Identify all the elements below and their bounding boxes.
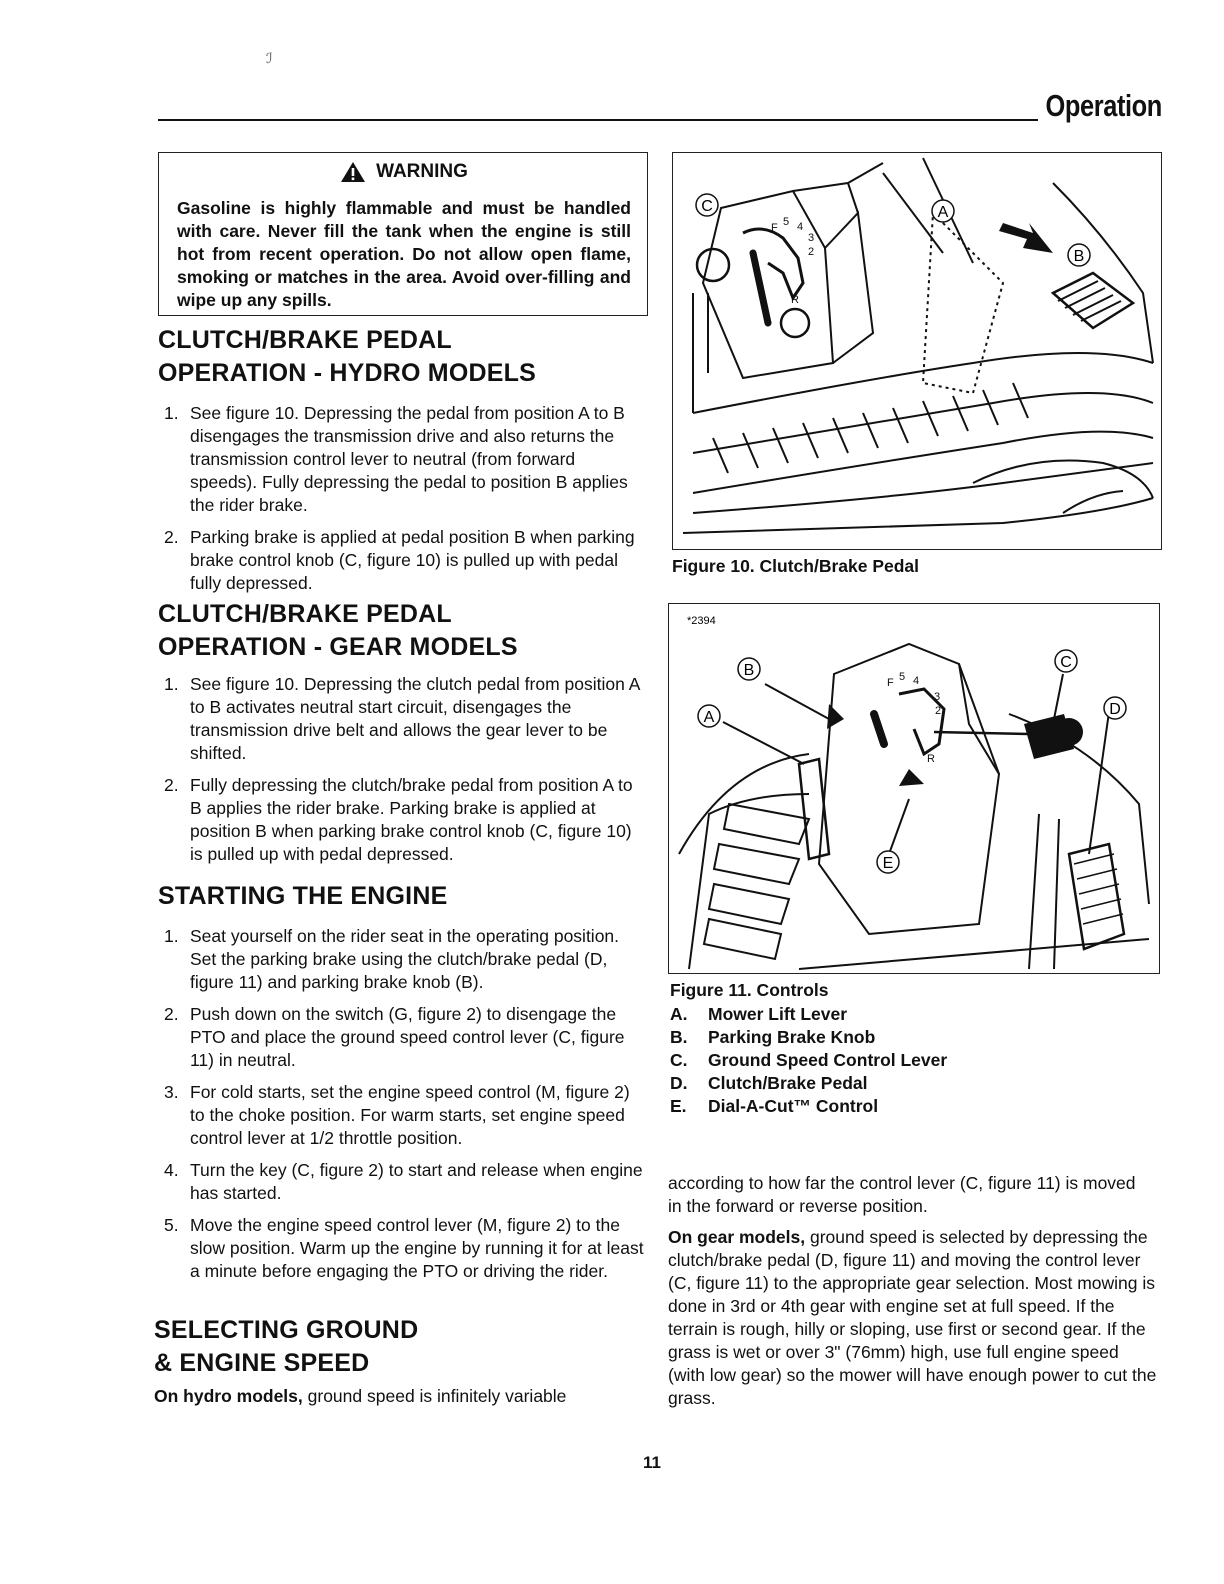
gear-steps-list — [160, 673, 646, 875]
list-item — [160, 1214, 646, 1283]
gear-mark: 4 — [913, 675, 920, 687]
list-item — [160, 402, 646, 517]
item-number: 1. — [164, 403, 179, 423]
legend-text: Mower Lift Lever — [708, 1004, 848, 1024]
item-text: See figure 10. Depressing the pedal from position A to B disengages the transmission drive and also returns the transmission control lever to neutral (from forward speeds). Fully depressing the pedal to position B applies the rider brake. — [190, 403, 628, 515]
legend-item — [670, 1049, 947, 1072]
gear-speed-paragraph — [668, 1226, 1158, 1410]
hydro-steps-list — [160, 402, 646, 604]
legend-text: Ground Speed Control Lever — [708, 1050, 948, 1070]
section-title-line: OPERATION - HYDRO MODELS — [158, 359, 536, 387]
item-number: 2. — [164, 527, 179, 547]
gear-mark: 3 — [934, 691, 941, 703]
label-a-marker — [698, 705, 720, 727]
label-a-marker — [932, 200, 954, 222]
page-number: 11 — [643, 1453, 661, 1472]
gear-mark: 3 — [808, 232, 815, 244]
label-c-marker — [696, 194, 718, 216]
label-a: A — [703, 709, 715, 726]
hydro-speed-paragraph — [154, 1385, 634, 1408]
item-number: 4. — [164, 1160, 179, 1180]
list-item — [160, 526, 646, 595]
gear-mark: 5 — [899, 671, 906, 683]
legend-key: A. — [670, 1004, 688, 1024]
item-number: 2. — [164, 775, 179, 795]
scan-mark: ℐ — [266, 50, 273, 66]
continuation-paragraph: according to how far the control lever (C, figure 11) is moved in the forward or reverse position. — [668, 1173, 1136, 1216]
list-item — [160, 774, 646, 866]
paragraph-text: ground speed is selected by depressing the clutch/brake pedal (D, figure 11) and moving the control lever (C, figure 11) to the appropriate gear selection. Most mowing is done in 3rd or 4th gear with engine set at full speed. If the terrain is rough, hilly or sloping, use first or second gear. If the grass is wet or over 3" (76mm) high, use full engine speed (with low gear) so the mower will have enough power to cut the grass. — [668, 1227, 1157, 1408]
figure-11-box — [668, 603, 1160, 974]
list-item — [160, 673, 646, 765]
paragraph-lead: On gear models, — [668, 1227, 806, 1247]
label-d: D — [1109, 701, 1121, 718]
label-c-marker — [1055, 650, 1077, 672]
item-text: Turn the key (C, figure 2) to start and release when engine has started. — [190, 1160, 643, 1203]
section-title-gear — [158, 598, 518, 664]
label-e-marker — [877, 851, 899, 873]
label-b: B — [743, 662, 755, 679]
gear-mark: R — [927, 753, 935, 765]
item-number: 2. — [164, 1004, 179, 1024]
figure-10-caption: Figure 10. Clutch/Brake Pedal — [672, 556, 920, 576]
label-a: A — [937, 204, 949, 221]
warning-label: WARNING — [376, 161, 468, 182]
label-b-marker — [1068, 244, 1090, 266]
warning-text: Gasoline is highly flammable and must be handled with care. Never fill the tank when the engine is still hot from recent operation. Do not allow open flame, smoking or matches in the area. Avoid over-filling and wipe up any spills. — [177, 198, 631, 310]
section-title-line: SELECTING GROUND — [154, 1316, 419, 1344]
legend-item — [670, 1026, 947, 1049]
gear-mark: 2 — [935, 705, 942, 717]
item-number: 1. — [164, 674, 179, 694]
paragraph-text: ground speed is infinitely variable — [302, 1386, 567, 1406]
section-title-line: & ENGINE SPEED — [154, 1349, 370, 1377]
gear-mark: F — [887, 677, 894, 689]
item-text: Move the engine speed control lever (M, figure 2) to the slow position. Warm up the engine by running it for at least a minute before engaging the PTO or driving the rider. — [190, 1215, 644, 1281]
figure-code: *2394 — [687, 615, 716, 627]
warning-heading — [177, 161, 631, 183]
warning-triangle-icon — [340, 161, 366, 183]
figure-10-box — [672, 152, 1162, 550]
gear-mark: R — [791, 294, 799, 306]
page-section-title: Operation — [1045, 88, 1162, 123]
motion-arrow — [999, 223, 1053, 253]
gear-mark: F — [771, 222, 778, 234]
starting-steps-list — [160, 925, 646, 1292]
section-title-line: CLUTCH/BRAKE PEDAL — [158, 326, 452, 354]
legend-item — [670, 1095, 947, 1118]
legend-key: D. — [670, 1073, 688, 1093]
legend-item — [670, 1003, 947, 1026]
legend-text: Dial-A-Cut™ Control — [708, 1096, 879, 1116]
section-title-starting — [158, 880, 447, 913]
label-b: B — [1073, 248, 1085, 265]
item-text: Seat yourself on the rider seat in the operating position. Set the parking brake using the clutch/brake pedal (D, figure 11) and parking brake knob (B). — [190, 926, 620, 992]
figure-11-caption: Figure 11. Controls — [670, 980, 829, 1000]
gear-mark: 4 — [797, 221, 804, 233]
label-c: C — [701, 198, 713, 215]
label-d-marker — [1104, 697, 1126, 719]
item-text: For cold starts, set the engine speed control (M, figure 2) to the choke position. For warm starts, set engine speed control lever at 1/2 throttle position. — [190, 1082, 630, 1148]
warning-box — [158, 152, 648, 316]
paragraph-lead: On hydro models, — [154, 1386, 303, 1406]
legend-key: C. — [670, 1050, 688, 1070]
legend-item — [670, 1072, 947, 1095]
section-title-line: STARTING THE ENGINE — [158, 882, 448, 910]
gear-mark: 2 — [808, 246, 815, 258]
section-title-line: OPERATION - GEAR MODELS — [158, 633, 518, 661]
item-number: 3. — [164, 1082, 179, 1102]
item-text: Parking brake is applied at pedal position B when parking brake control knob (C, figure 10) is pulled up with pedal fully depressed. — [190, 527, 635, 593]
list-item — [160, 1003, 646, 1072]
label-e: E — [882, 855, 894, 872]
legend-text: Clutch/Brake Pedal — [708, 1073, 868, 1093]
item-text: Push down on the switch (G, figure 2) to disengage the PTO and place the ground speed control lever (C, figure 11) in neutral. — [190, 1004, 625, 1070]
item-number: 5. — [164, 1215, 179, 1235]
clutch-brake-pedal-illustration — [673, 153, 1160, 548]
list-item — [160, 1159, 646, 1205]
list-item — [160, 1081, 646, 1150]
legend-key: E. — [670, 1096, 687, 1116]
gear-mark: 5 — [783, 216, 790, 228]
section-title-hydro — [158, 324, 536, 390]
label-c: C — [1060, 654, 1072, 671]
legend-key: B. — [670, 1027, 688, 1047]
item-text: See figure 10. Depressing the clutch pedal from position A to B activates neutral start circuit, disengages the transmission drive belt and allows the gear lever to be shifted. — [190, 674, 640, 763]
figure-11-legend — [670, 1003, 947, 1118]
section-title-line: CLUTCH/BRAKE PEDAL — [158, 600, 452, 628]
label-b-marker — [738, 658, 760, 680]
section-title-selecting — [154, 1314, 418, 1380]
list-item — [160, 925, 646, 994]
controls-illustration — [669, 604, 1158, 972]
item-number: 1. — [164, 926, 179, 946]
item-text: Fully depressing the clutch/brake pedal from position A to B applies the rider brake. Parking brake is applied at position B when parking brake control knob (C, figure 10) is pulled up with pedal depressed. — [190, 775, 633, 864]
legend-text: Parking Brake Knob — [708, 1027, 876, 1047]
header-rule — [158, 119, 1038, 121]
